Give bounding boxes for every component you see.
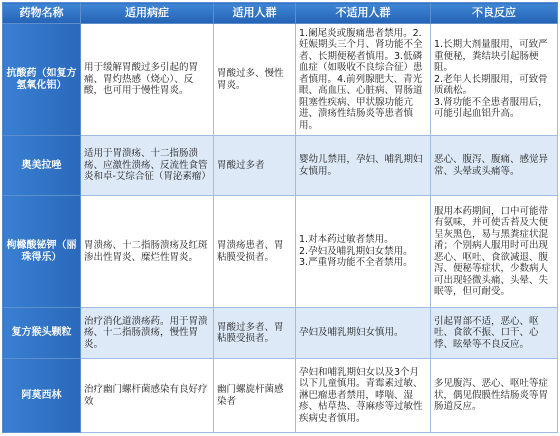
suitable-text: 胃溃疡患者、胃粘膜受损者。: [217, 240, 284, 263]
indication-text: 用于缓解胃酸过多引起的胃痛、胃灼热感（烧心）、反酸，也可用于慢性胃炎。: [84, 62, 199, 97]
header-row: [3, 3, 558, 24]
suitable-cell: [214, 24, 296, 136]
table-row: [3, 196, 558, 308]
drug-name: 复方猴头颗粒: [3, 308, 81, 359]
adverse-text: 服用本药期间，口中可能带有氨味，并可使舌苔及大便呈灰黑色，易与黑粪症状混淆；个别病人服用时可出现恶心、呕吐、食欲减退、腹泻、便秘等症状，少数病人可出现轻微头痛、头晕、失眠等，但可耐受。: [434, 205, 549, 297]
suitable-cell: [214, 308, 296, 359]
adverse-text: 1.长期大剂量服用，可致严重便秘，粪结块引起肠梗阻。 2.老年人长期服用，可致骨质疏松。 3.肾功能不全患者服用后，可能引起血铝升高。: [434, 39, 548, 120]
adverse-cell: [431, 196, 558, 308]
adverse-text: 恶心、腹泻、腹痛、感觉异常、头晕或头痛等。: [434, 154, 549, 177]
indication-text: 胃溃疡、十二指肠溃疡及红斑渗出性胃炎、糜烂性胃炎。: [84, 240, 208, 263]
header-unsuitable-population: 不适用人群: [296, 3, 431, 24]
drug-name: 枸橼酸铋钾（丽珠得乐）: [3, 196, 81, 308]
unsuitable-text: 孕妇及哺乳期妇女慎用。: [299, 327, 404, 339]
table-row: [3, 308, 558, 359]
indication-text: 治疗消化道溃疡药。用于胃溃疡、十二指肠溃疡，慢性胃炎。: [84, 315, 208, 350]
header-adverse-reactions: 不良反应: [431, 3, 558, 24]
table-row: [3, 24, 558, 136]
unsuitable-cell: [296, 24, 431, 136]
unsuitable-text: 婴幼儿禁用，孕妇、哺乳期妇女慎用。: [299, 154, 423, 177]
unsuitable-text: 1.阑尾炎或腹痛患者禁用。2.妊娠期头三个月、肾功能不全者、长期便秘者慎用。3.低磷血症（如吸收不良综合征）患者慎用。4.前列腺肥大、青光眼、高血压、心脏病、胃肠道阻塞性疾病、甲状腺功能亢进、溃疡性结肠炎等患者慎用。: [299, 27, 423, 131]
drug-name: 阿莫西林: [3, 359, 81, 433]
adverse-cell: [431, 308, 558, 359]
suitable-cell: [214, 359, 296, 433]
drug-name: 奥美拉唑: [3, 136, 81, 196]
header-suitable-population: 适用人群: [214, 3, 296, 24]
drug-name: 抗酸药（如复方氢氧化铝）: [3, 24, 81, 136]
adverse-cell: [431, 136, 558, 196]
unsuitable-cell: [296, 136, 431, 196]
indication-cell: [81, 308, 214, 359]
unsuitable-cell: [296, 196, 431, 308]
suitable-text: 胃酸过多者: [217, 159, 265, 171]
unsuitable-text: 1.对本药过敏者禁用。 2.孕妇及哺乳期妇女禁用。 3.严重肾功能不全者禁用。: [299, 234, 413, 269]
unsuitable-text: 孕妇和哺乳期妇女以及3个月以下儿童慎用。青霉素过敏、淋巴瘤患者禁用，哮喘、湿疹、枯草热、荨麻疹等过敏性疾病史者慎用。: [299, 366, 423, 424]
indication-cell: [81, 136, 214, 196]
adverse-text: 引起胃部不适，恶心、呕吐、食欲不振、口干、心悸、眩晕等不良反应。: [434, 315, 539, 350]
suitable-cell: [214, 196, 296, 308]
header-indication: 适用病症: [81, 3, 214, 24]
indication-text: 治疗幽门螺杆菌感染有良好疗效: [84, 384, 208, 407]
suitable-text: 胃酸过多、慢性胃炎。: [217, 68, 284, 91]
suitable-text: 幽门螺旋杆菌感染者: [217, 384, 284, 407]
adverse-text: 多见腹泻、恶心、呕吐等症状，偶见假膜性结肠炎等胃肠道反应。: [434, 378, 549, 413]
drug-comparison-table: [2, 2, 558, 433]
unsuitable-cell: [296, 359, 431, 433]
table-row: [3, 136, 558, 196]
indication-cell: [81, 359, 214, 433]
indication-text: 适用于胃溃疡、十二指肠溃疡、应激性溃疡、反流性食管炎和卓-艾综合征（胃泌素瘤）: [84, 148, 211, 183]
adverse-cell: [431, 359, 558, 433]
table-row: [3, 359, 558, 433]
suitable-text: 胃酸过多者、胃粘膜受损者。: [217, 321, 284, 344]
indication-cell: [81, 24, 214, 136]
indication-cell: [81, 196, 214, 308]
header-drug-name: 药物名称: [3, 3, 81, 24]
suitable-cell: [214, 136, 296, 196]
adverse-cell: [431, 24, 558, 136]
unsuitable-cell: [296, 308, 431, 359]
